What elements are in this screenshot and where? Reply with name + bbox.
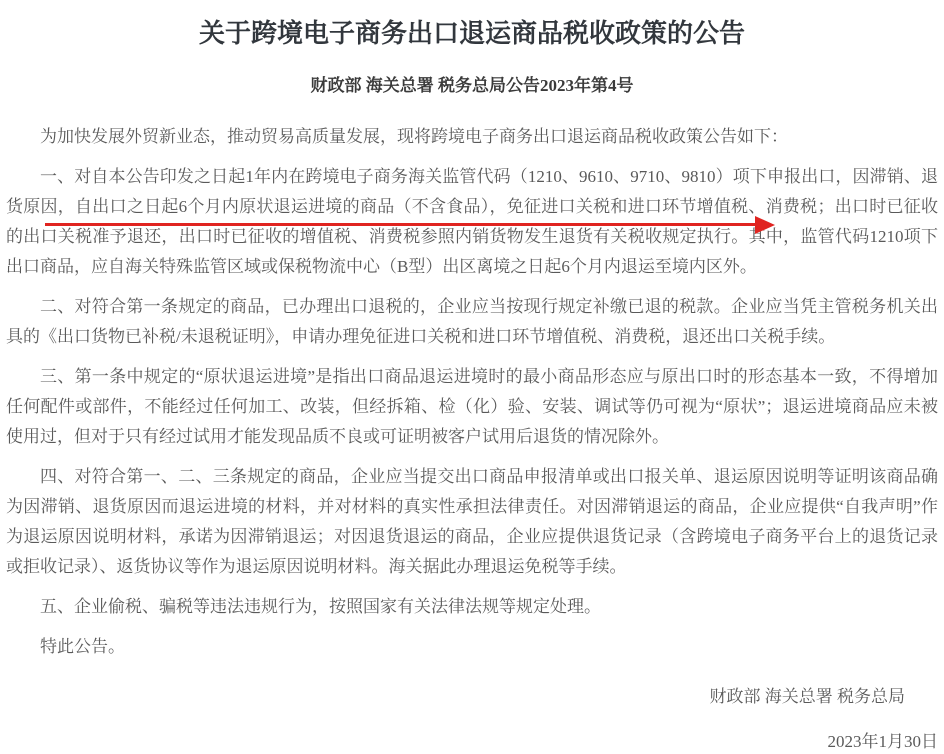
body-paragraph-item-5: 五、企业偷税、骗税等违法违规行为，按照国家有关法律法规等规定处理。	[40, 597, 601, 616]
body-paragraph-item-2: 二、对符合第一条规定的商品，已办理出口退税的，企业应当按现行规定补缴已退的税款。企业应当凭主管税务机关出具的《出口货物已补税/未退税证明》，申请办理免征进口关税和进口环节增值税、消费税，退还出口关税手续。	[6, 297, 938, 346]
document-body	[6, 122, 938, 622]
signature-agencies: 财政部 海关总署 税务总局	[709, 687, 905, 706]
body-paragraph-item-1: 一、对自本公告印发之日起1年内在跨境电子商务海关监管代码（1210、9610、9710、9810）项下申报出口，因滞销、退货原因，自出口之日起6个月内原状退运进境的商品（不含食品），免征进口关税和进口环节增值税、消费税；出口时已征收的出口关税准予退还，出口时已征收的增值税、消费税参照内销货物发生退货有关税收规定执行。其中，监管代码1210项下出口商品，应自海关特殊监管区域或保税物流中心（B型）出区离境之日起6个月内退运至境内区外。	[6, 167, 938, 276]
page-title: 关于跨境电子商务出口退运商品税收政策的公告	[198, 18, 745, 48]
body-paragraph-item-4: 四、对符合第一、二、三条规定的商品，企业应当提交出口商品申报清单或出口报关单、退运原因说明等证明该商品确为因滞销、退货原因而退运进境的材料，并对材料的真实性承担法律责任。对因滞销退运的商品，企业应提供“自我声明”作为退运原因说明材料，承诺为因滞销退运；对因退货退运的商品，企业应提供退货记录（含跨境电子商务平台上的退货记录或拒收记录）、返货协议等作为退运原因说明材料。海关据此办理退运免税等手续。	[6, 467, 938, 576]
closing-statement: 特此公告。	[40, 637, 125, 656]
body-paragraph-item-3: 三、第一条中规定的“原状退运进境”是指出口商品退运进境时的最小商品形态应与原出口时的形态基本一致，不得增加任何配件或部件，不能经过任何加工、改装，但经拆箱、检（化）验、安装、调试等仍可视为“原状”；退运进境商品应未被使用过，但对于只有经过试用才能发现品质不良或可证明被客户试用后退货的情况除外。	[6, 367, 938, 446]
body-paragraph-intro: 为加快发展外贸新业态，推动贸易高质量发展，现将跨境电子商务出口退运商品税收政策公告如下：	[40, 127, 788, 146]
document-number-subtitle: 财政部 海关总署 税务总局公告2023年第4号	[310, 76, 634, 95]
signature-date: 2023年1月30日	[827, 732, 938, 751]
